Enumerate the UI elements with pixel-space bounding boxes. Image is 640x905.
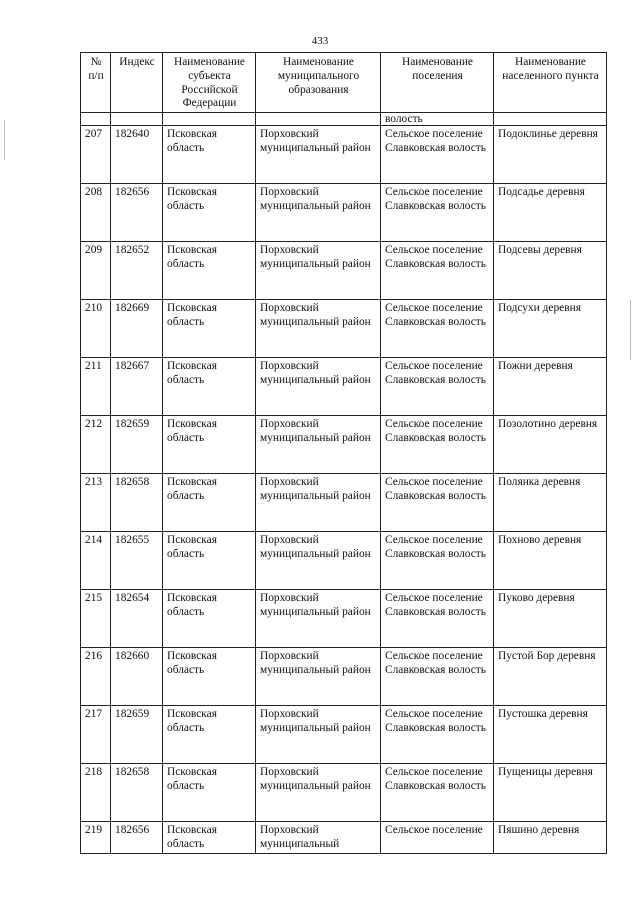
- table-cell: [111, 113, 163, 126]
- subject-cell: Псковская область: [163, 300, 256, 358]
- municipality-cell: Порховский муниципальный район: [256, 474, 381, 532]
- postal-index-cell: 182654: [111, 590, 163, 648]
- municipality-cell: Порховский муниципальный: [256, 822, 381, 854]
- locality-cell: Подсухи деревня: [494, 300, 607, 358]
- subject-cell: Псковская область: [163, 706, 256, 764]
- municipality-cell: Порховский муниципальный район: [256, 184, 381, 242]
- table-row: [81, 416, 607, 474]
- locality-cell: Подсевы деревня: [494, 242, 607, 300]
- postal-index-cell: 182669: [111, 300, 163, 358]
- continued-settlement-cell: волость: [381, 113, 494, 126]
- subject-cell: Псковская область: [163, 184, 256, 242]
- row-number-cell: 218: [81, 764, 111, 822]
- settlement-cell: Сельское поселение Славковская волость: [381, 184, 494, 242]
- row-number-cell: 212: [81, 416, 111, 474]
- row-number-cell: 217: [81, 706, 111, 764]
- row-number-cell: 215: [81, 590, 111, 648]
- column-header-locality: Наименование населенного пункта: [494, 53, 607, 113]
- row-number-cell: 209: [81, 242, 111, 300]
- table-cell: [81, 113, 111, 126]
- table-row: [81, 242, 607, 300]
- settlement-cell: Сельское поселение: [381, 822, 494, 854]
- subject-cell: Псковская область: [163, 126, 256, 184]
- locality-cell: Подсадье деревня: [494, 184, 607, 242]
- row-number-cell: 207: [81, 126, 111, 184]
- row-number-cell: 210: [81, 300, 111, 358]
- settlement-cell: Сельское поселение Славковская волость: [381, 358, 494, 416]
- row-number-cell: 216: [81, 648, 111, 706]
- municipality-cell: Порховский муниципальный район: [256, 764, 381, 822]
- municipality-cell: Порховский муниципальный район: [256, 706, 381, 764]
- subject-cell: Псковская область: [163, 822, 256, 854]
- locality-cell: Пущеницы деревня: [494, 764, 607, 822]
- postal-index-cell: 182656: [111, 822, 163, 854]
- row-number-cell: 219: [81, 822, 111, 854]
- row-number-cell: 208: [81, 184, 111, 242]
- settlement-cell: Сельское поселение Славковская волость: [381, 706, 494, 764]
- postal-index-cell: 182659: [111, 706, 163, 764]
- municipality-cell: Порховский муниципальный район: [256, 358, 381, 416]
- table-row: [81, 822, 607, 854]
- table-row: [81, 590, 607, 648]
- table-cell: [256, 113, 381, 126]
- locality-cell: Полянка деревня: [494, 474, 607, 532]
- page-number: 433: [311, 35, 329, 47]
- settlement-cell: Сельское поселение Славковская волость: [381, 416, 494, 474]
- table-cell: [494, 113, 607, 126]
- postal-index-cell: 182640: [111, 126, 163, 184]
- row-number-cell: 213: [81, 474, 111, 532]
- settlement-cell: Сельское поселение Славковская волость: [381, 474, 494, 532]
- postal-index-cell: 182658: [111, 474, 163, 532]
- settlement-cell: Сельское поселение Славковская волость: [381, 242, 494, 300]
- table-row: [81, 706, 607, 764]
- table-row: [81, 184, 607, 242]
- row-number-cell: 211: [81, 358, 111, 416]
- subject-cell: Псковская область: [163, 764, 256, 822]
- table-body: [81, 113, 607, 854]
- subject-cell: Псковская область: [163, 416, 256, 474]
- table-row: [81, 126, 607, 184]
- locality-cell: Пяшино деревня: [494, 822, 607, 854]
- continuation-row: [81, 113, 607, 126]
- scan-edge-mark: [4, 120, 5, 160]
- column-header-number: № п/п: [81, 53, 111, 113]
- subject-cell: Псковская область: [163, 648, 256, 706]
- subject-cell: Псковская область: [163, 242, 256, 300]
- column-header-municipality: Наименование муниципального образования: [256, 53, 381, 113]
- subject-cell: Псковская область: [163, 590, 256, 648]
- municipality-cell: Порховский муниципальный район: [256, 648, 381, 706]
- table-row: [81, 474, 607, 532]
- municipality-cell: Порховский муниципальный район: [256, 532, 381, 590]
- settlement-cell: Сельское поселение Славковская волость: [381, 590, 494, 648]
- settlement-cell: Сельское поселение Славковская волость: [381, 532, 494, 590]
- settlements-table: [80, 52, 607, 854]
- settlement-cell: Сельское поселение Славковская волость: [381, 764, 494, 822]
- postal-index-cell: 182655: [111, 532, 163, 590]
- postal-index-cell: 182658: [111, 764, 163, 822]
- column-header-subject: Наименование субъекта Российской Федерации: [163, 53, 256, 113]
- column-header-settlement: Наименование поселения: [381, 53, 494, 113]
- settlement-cell: Сельское поселение Славковская волость: [381, 300, 494, 358]
- table-row: [81, 358, 607, 416]
- postal-index-cell: 182659: [111, 416, 163, 474]
- scan-edge-mark: [630, 300, 631, 360]
- table-cell: [163, 113, 256, 126]
- table-row: [81, 764, 607, 822]
- table-row: [81, 532, 607, 590]
- municipality-cell: Порховский муниципальный район: [256, 590, 381, 648]
- municipality-cell: Порховский муниципальный район: [256, 126, 381, 184]
- locality-cell: Пустой Бор деревня: [494, 648, 607, 706]
- postal-index-cell: 182656: [111, 184, 163, 242]
- subject-cell: Псковская область: [163, 532, 256, 590]
- table-row: [81, 648, 607, 706]
- locality-cell: Пуково деревня: [494, 590, 607, 648]
- table-header-row: [81, 53, 607, 113]
- row-number-cell: 214: [81, 532, 111, 590]
- postal-index-cell: 182667: [111, 358, 163, 416]
- table-row: [81, 300, 607, 358]
- municipality-cell: Порховский муниципальный район: [256, 300, 381, 358]
- subject-cell: Псковская область: [163, 474, 256, 532]
- locality-cell: Позолотино деревня: [494, 416, 607, 474]
- locality-cell: Подоклинье деревня: [494, 126, 607, 184]
- postal-index-cell: 182652: [111, 242, 163, 300]
- locality-cell: Похново деревня: [494, 532, 607, 590]
- postal-index-cell: 182660: [111, 648, 163, 706]
- locality-cell: Пустошка деревня: [494, 706, 607, 764]
- settlement-cell: Сельское поселение Славковская волость: [381, 648, 494, 706]
- locality-cell: Пожни деревня: [494, 358, 607, 416]
- municipality-cell: Порховский муниципальный район: [256, 416, 381, 474]
- subject-cell: Псковская область: [163, 358, 256, 416]
- column-header-index: Индекс: [111, 53, 163, 113]
- municipality-cell: Порховский муниципальный район: [256, 242, 381, 300]
- settlement-cell: Сельское поселение Славковская волость: [381, 126, 494, 184]
